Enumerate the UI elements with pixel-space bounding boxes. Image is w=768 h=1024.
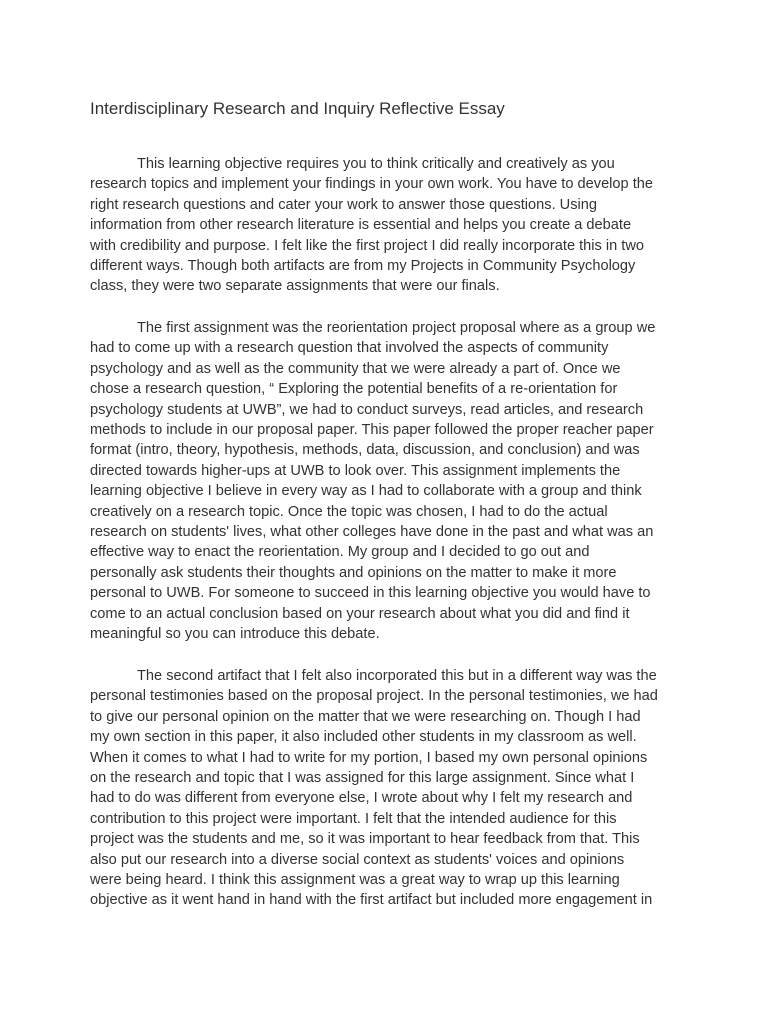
paragraph-line: psychology students at UWB”, we had to conduct surveys, read articles, and research [90,401,644,418]
paragraph-2 [90,318,655,645]
paragraph-line: class, they were two separate assignments that were our finals. [90,278,500,295]
paragraph-line: on the research and topic that I was assigned for this large assignment. Since what I [90,770,635,787]
paragraph-line: This learning objective requires you to think critically and creatively as you [137,156,615,172]
paragraph-line: effective way to enact the reorientation. My group and I decided to go out and [90,544,590,561]
paragraph-line: creatively on a research topic. Once the topic was chosen, I had to do the actual [90,503,608,520]
paragraph-line: contribution to this project were important. I felt that the intended audience for this [90,810,617,827]
paragraph-line: had to come up with a research question that involved the aspects of community [90,340,609,357]
paragraph-line: project was the students and me, so it was important to hear feedback from that. This [90,831,640,848]
paragraph-line: personal to UWB. For someone to succeed in this learning objective you would have to [90,585,651,602]
paragraph-line: format (intro, theory, hypothesis, methods, data, discussion, and conclusion) and was [90,442,640,459]
paragraph-line: also put our research into a diverse social context as students' voices and opinions [90,851,625,868]
paragraph-line: personally ask students their thoughts and opinions on the matter to make it more [90,564,617,581]
paragraph-line: different ways. Though both artifacts are from my Projects in Community Psychology [90,258,636,275]
paragraph-line: The first assignment was the reorientation project proposal where as a group we [137,320,656,336]
paragraph-line: meaningful so you can introduce this debate. [90,626,380,643]
paragraph-line: objective as it went hand in hand with the first artifact but included more engagement in [90,892,653,909]
paragraph-line: had to do was different from everyone else, I wrote about why I felt my research and [90,790,633,807]
essay-title: Interdisciplinary Research and Inquiry Reflective Essay [90,99,505,118]
paragraph-line: research on students' lives, what other colleges have done in the past and what was an [90,524,654,541]
paragraph-line: come to an actual conclusion based on your research about what you did and find it [90,605,630,622]
paragraph-line: The second artifact that I felt also incorporated this but in a different way was the [137,668,657,684]
paragraph-line: with credibility and purpose. I felt like the first project I did really incorporate this in two [90,237,645,254]
paragraph-line: information from other research literature is essential and helps you create a debate [90,217,632,234]
paragraph-line: to give our personal opinion on the matter that we were researching on. Though I had [90,708,641,725]
paragraph-1 [90,154,653,297]
paragraph-line: When it comes to what I had to write for my portion, I based my own personal opinions [90,749,648,766]
paragraph-line: directed towards higher-ups at UWB to look over. This assignment implements the [90,462,621,479]
paragraph-line: right research questions and cater your work to answer those questions. Using [90,196,597,213]
paragraph-line: psychology and as well as the community that we were already a part of. Once we [90,360,621,377]
paragraph-line: methods to include in our proposal paper. This paper followed the proper reacher paper [90,422,654,439]
paragraph-line: learning objective I believe in every way as I had to collaborate with a group and think [90,483,642,500]
paragraph-3 [90,666,658,911]
paragraph-line: were being heard. I think this assignment was a great way to wrap up this learning [90,872,620,889]
paragraph-line: personal testimonies based on the proposal project. In the personal testimonies, we had [90,688,658,705]
paragraph-line: chose a research question, “ Exploring the potential benefits of a re-orientation for [90,381,618,398]
paragraph-line: research topics and implement your findings in your own work. You have to develop the [90,176,653,193]
paragraph-line: my own section in this paper, it also included other students in my classroom as well. [90,729,637,746]
